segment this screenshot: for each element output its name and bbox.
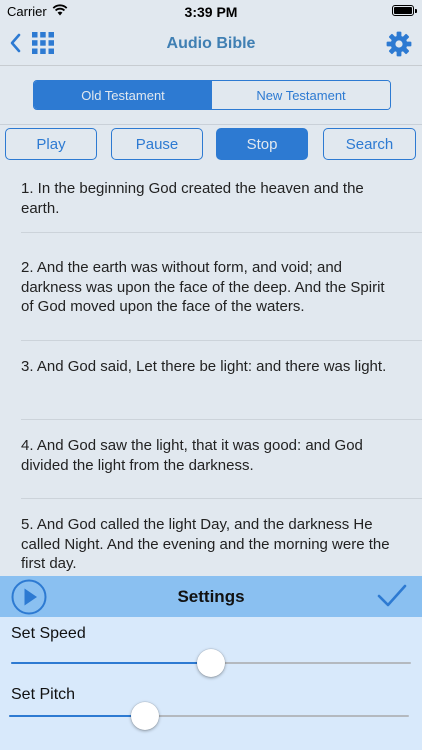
status-time: 3:39 PM	[184, 4, 238, 20]
play-button[interactable]: Play	[5, 128, 97, 160]
pitch-label: Set Pitch	[11, 686, 76, 703]
status-bar	[0, 0, 422, 22]
speed-slider-thumb[interactable]	[197, 649, 225, 677]
speed-slider[interactable]	[11, 662, 411, 664]
page-title: Audio Bible	[166, 35, 256, 52]
checkmark-icon[interactable]	[377, 583, 407, 609]
speed-slider-fill	[11, 662, 211, 664]
stop-button[interactable]: Stop	[216, 128, 308, 160]
settings-panel	[0, 617, 422, 750]
verse-separator	[21, 419, 422, 420]
verse-item[interactable]: 1. In the beginning God created the heaven and the earth.	[21, 180, 364, 217]
verse-separator	[21, 498, 422, 499]
segment-new-testament[interactable]: New Testament	[212, 81, 390, 109]
verse-item[interactable]: 2. And the earth was without form, and void; and darkness was upon the face of the deep. And the Spirit of God moved upon the face of the waters.	[21, 259, 385, 315]
pitch-slider[interactable]	[9, 715, 409, 717]
testament-segmented-control	[33, 80, 391, 110]
pitch-slider-fill	[9, 715, 145, 717]
carrier-label: Carrier	[7, 4, 47, 19]
segment-old-testament[interactable]: Old Testament	[34, 81, 212, 109]
verse-item[interactable]: 4. And God saw the light, that it was good: and God divided the light from the darkness.	[21, 437, 363, 474]
gear-icon[interactable]	[386, 31, 412, 57]
search-button[interactable]: Search	[323, 128, 416, 160]
pause-button[interactable]: Pause	[111, 128, 203, 160]
navigation-bar	[0, 22, 422, 66]
verse-separator	[21, 232, 422, 233]
pitch-slider-thumb[interactable]	[131, 702, 159, 730]
speed-label: Set Speed	[11, 625, 86, 642]
settings-title: Settings	[177, 587, 245, 606]
verse-separator	[21, 340, 422, 341]
playback-controls	[0, 125, 422, 165]
verse-item[interactable]: 5. And God called the light Day, and the darkness He called Night. And the evening and the morning were the first day.	[21, 516, 390, 572]
verse-item[interactable]: 3. And God said, Let there be light: and there was light.	[21, 358, 387, 375]
battery-icon	[392, 5, 414, 16]
settings-header	[0, 576, 422, 617]
